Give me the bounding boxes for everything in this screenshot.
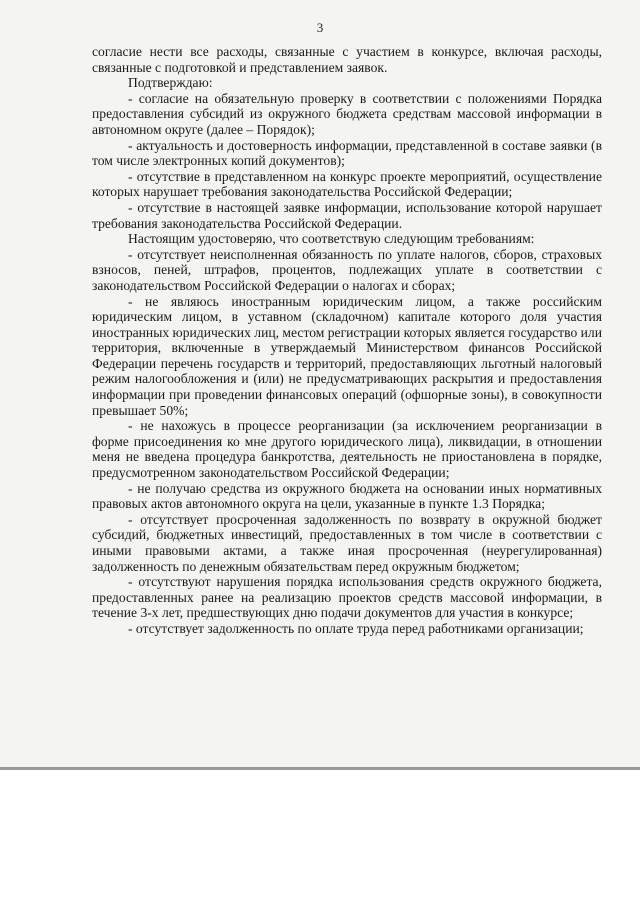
- blank-area: [0, 770, 640, 905]
- paragraph: - отсутствуют нарушения порядка использования средств окружного бюджета, предоставленных ранее на реализацию проектов средств массовой информации, в течение 3-х лет, предшествующих дню подачи документов для участия в конкурсе;: [92, 574, 602, 621]
- paragraph: согласие нести все расходы, связанные с участием в конкурсе, включая расходы, связанные с подготовкой и представлением заявок.: [92, 44, 602, 75]
- paragraph: - не являюсь иностранным юридическим лицом, а также российским юридическим лицом, в уставном (складочном) капитале которого доля участия иностранных юридических лиц, местом регистрации которых является государство или территория, включенные в утверждаемый Министерством финансов Российской Федерации перечень государств и территорий, предоставляющих льготный налоговый режим налогообложения и (или) не предусматривающих раскрытия и предоставления информации при проведении финансовых операций (офшорные зоны), в совокупности превышает 50%;: [92, 293, 602, 418]
- document-body: [92, 44, 602, 637]
- paragraph: - отсутствует неисполненная обязанность по уплате налогов, сборов, страховых взносов, пеней, штрафов, процентов, подлежащих уплате в соответствии с законодательством Российской Федерации о налогах и сборах;: [92, 246, 602, 293]
- paragraph: - не нахожусь в процессе реорганизации (за исключением реорганизации в форме присоединения ко мне другого юридического лица), ликвидации, в отношении меня не введена процедура банкротства, деятельность не приостановлена в порядке, предусмотренном законодательством Российской Федерации;: [92, 418, 602, 481]
- paragraph: - отсутствует задолженность по оплате труда перед работниками организации;: [128, 620, 584, 636]
- paragraph: - отсутствие в настоящей заявке информации, использование которой нарушает требования законодательства Российской Федерации.: [92, 199, 602, 231]
- paragraph: - отсутствует просроченная задолженность по возврату в окружной бюджет субсидий, бюджетных инвестиций, предоставленных в том числе в соответствии с иными правовыми актами, а также иная просроченная (неурегулированная) задолженность по денежным обязательствам перед окружным бюджетом;: [92, 511, 602, 574]
- page-number: 3: [316, 20, 324, 35]
- paragraph: Настоящим удостоверяю, что соответствую следующим требованиям:: [128, 231, 535, 247]
- paragraph: - не получаю средства из окружного бюджета на основании иных нормативных правовых актов автономного округа на цели, указанные в пункте 1.3 Порядка;: [92, 480, 602, 512]
- paragraph: - согласие на обязательную проверку в соответствии с положениями Порядка предоставления субсидий из окружного бюджета средствам массовой информации в автономном округе (далее – Порядок);: [92, 90, 602, 137]
- paragraph: - отсутствие в представленном на конкурс проекте мероприятий, осуществление которых нарушает требования законодательства Российской Федерации;: [92, 168, 602, 200]
- paragraph: Подтверждаю:: [128, 75, 213, 91]
- paragraph: - актуальность и достоверность информации, представленной в составе заявки (в том числе электронных копий документов);: [92, 137, 602, 169]
